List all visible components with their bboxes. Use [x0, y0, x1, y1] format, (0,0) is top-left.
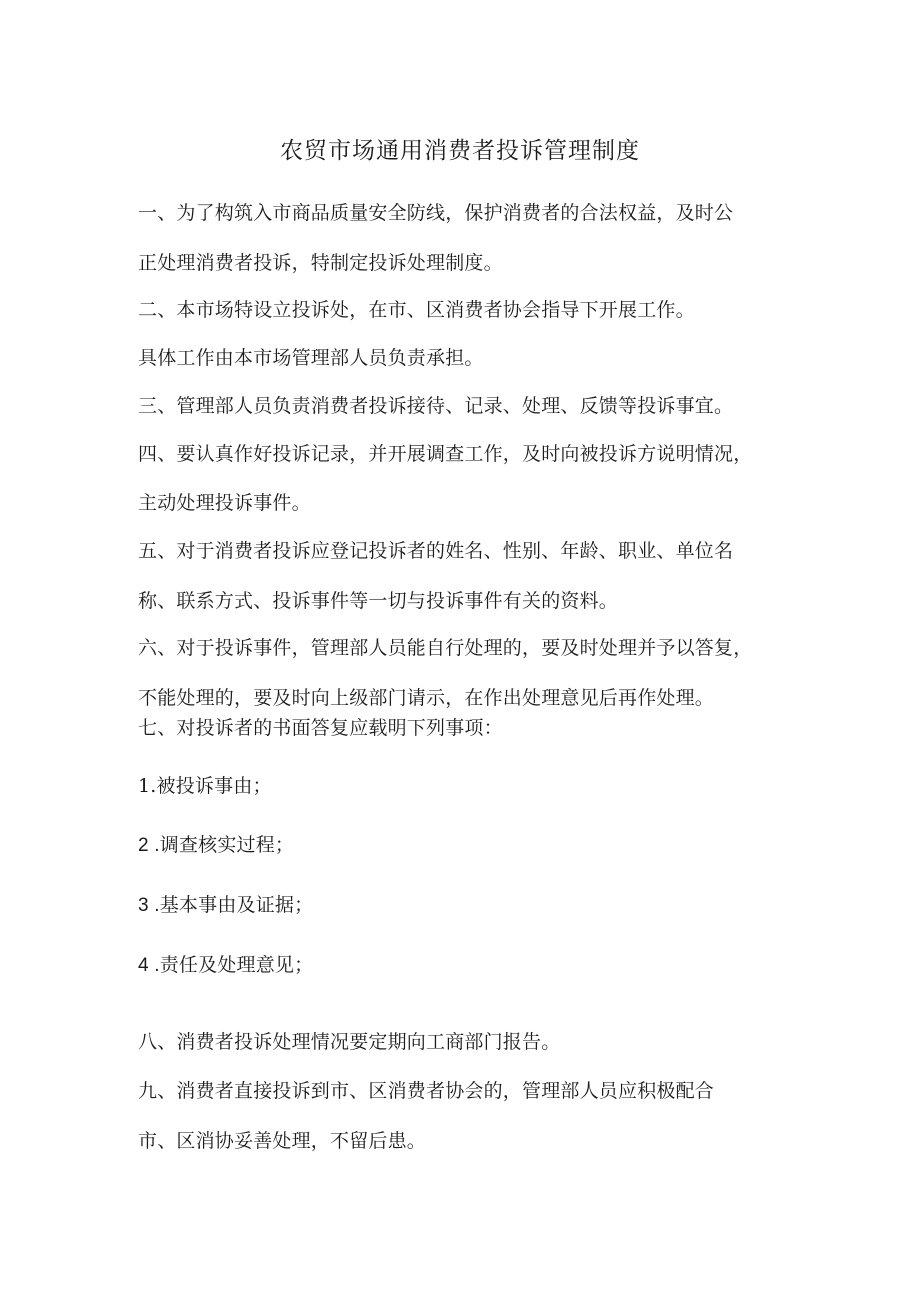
paragraph-line: 三、管理部人员负责消费者投诉接待、记录、处理、反馈等投诉事宜。 — [138, 395, 734, 417]
paragraph-line: 正处理消费者投诉，特制定投诉处理制度。 — [138, 252, 503, 274]
paragraph-line: 八、消费者投诉处理情况要定期向工商部门报告。 — [138, 1031, 561, 1053]
paragraph-line: 六、对于投诉事件，管理部人员能自行处理的，要及时处理并予以答复， — [138, 637, 753, 659]
paragraph-line: 主动处理投诉事件。 — [138, 492, 311, 514]
document-title: 农贸市场通用消费者投诉管理制度 — [280, 138, 640, 164]
paragraph-line: 七、对投诉者的书面答复应载明下列事项： — [138, 717, 503, 739]
paragraph-line: 市、区消协妥善处理，不留后患。 — [138, 1130, 427, 1152]
paragraph-line: 一、为了构筑入市商品质量安全防线，保护消费者的合法权益，及时公 — [138, 202, 734, 224]
list-item: 1.被投诉事由； — [138, 775, 272, 797]
paragraph-line: 九、消费者直接投诉到市、区消费者协会的，管理部人员应积极配合 — [138, 1080, 715, 1102]
paragraph-line: 具体工作由本市场管理部人员负责承担。 — [138, 347, 484, 369]
paragraph-line: 四、要认真作好投诉记录，并开展调查工作，及时向被投诉方说明情况， — [138, 443, 753, 465]
list-item: 3 .基本事由及证据； — [138, 895, 314, 916]
list-item: 4 .责任及处理意见； — [138, 955, 314, 976]
paragraph-line: 不能处理的，要及时向上级部门请示，在作出处理意见后再作处理。 — [138, 687, 715, 709]
paragraph-line: 五、对于消费者投诉应登记投诉者的姓名、性别、年龄、职业、单位名 — [138, 540, 734, 562]
paragraph-line: 称、联系方式、投诉事件等一切与投诉事件有关的资料。 — [138, 590, 619, 612]
list-item: 2 .调查核实过程； — [138, 835, 295, 856]
paragraph-line: 二、本市场特设立投诉处，在市、区消费者协会指导下开展工作。 — [138, 299, 695, 321]
